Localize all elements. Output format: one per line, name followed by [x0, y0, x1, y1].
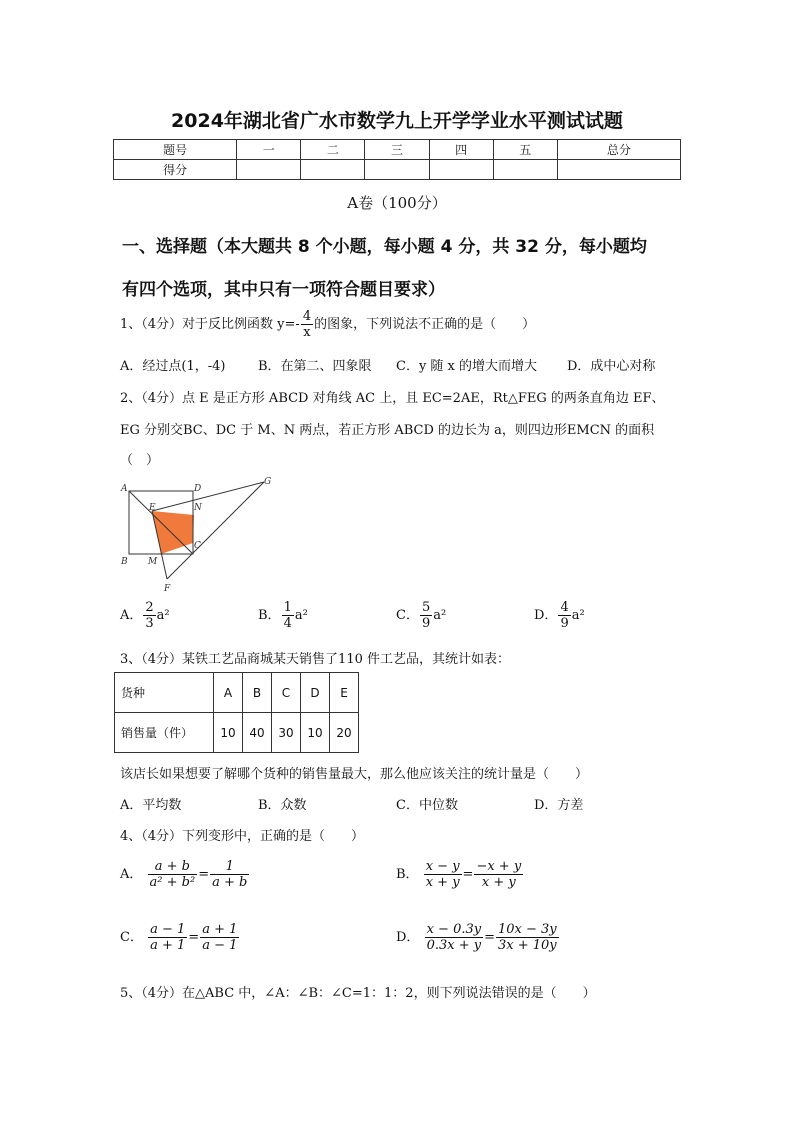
q2-option-c-letter: C．: [396, 608, 419, 623]
score-cell: 三: [365, 140, 429, 160]
q4-d-right-fraction: [496, 922, 559, 953]
equals-sign: =: [462, 867, 474, 882]
frac-num: a + 1: [202, 922, 238, 937]
frac-den: 0.3x + y: [426, 938, 482, 953]
score-cell: 总分: [557, 140, 680, 160]
score-cell: 四: [429, 140, 493, 160]
sales-header-cell: C: [272, 673, 301, 713]
sales-data-cell: 20: [330, 713, 359, 753]
q2-option-d-letter: D．: [534, 608, 558, 623]
score-cell: 一: [237, 140, 301, 160]
q4-a-left-fraction: [148, 859, 198, 890]
q1-fraction: [301, 309, 313, 340]
frac-num: 1: [283, 600, 292, 615]
section-a-heading: A卷（100分）: [347, 194, 447, 212]
q2-option-d-fraction: [558, 600, 570, 631]
q4-option-d-letter: D．: [396, 930, 420, 945]
q3-option-a[interactable]: A．平均数: [120, 798, 182, 813]
q2-option-a-letter: A．: [120, 608, 143, 623]
frac-num: 5: [421, 600, 431, 615]
q4-option-b-letter: B．: [396, 867, 419, 882]
q4-b-left-fraction: [424, 859, 462, 890]
label-b: B: [121, 557, 128, 567]
label-d: D: [194, 484, 202, 494]
score-input-cell[interactable]: [237, 160, 301, 180]
label-c: C: [194, 541, 201, 551]
sales-data-cell: 销售量（件）: [115, 713, 214, 753]
frac-num: x − y: [425, 859, 460, 874]
frac-num: a − 1: [150, 922, 186, 937]
score-table-score-row: [114, 160, 681, 180]
shaded-quadrilateral-emcn: [152, 511, 194, 554]
q1-frac-den: x: [303, 325, 311, 340]
q2-option-a-fraction: [143, 600, 155, 631]
q4-option-d[interactable]: [396, 922, 560, 953]
sales-header-cell: E: [330, 673, 359, 713]
question-3-stem: 3、（4分）某铁工艺品商城某天销售了110 件工艺品，其统计如表：: [120, 652, 510, 667]
q2-option-a-tail: a²: [156, 608, 170, 623]
q4-c-left-fraction: [148, 922, 187, 953]
frac-num: −x + y: [476, 859, 522, 874]
q1-option-b[interactable]: B．在第二、四象限: [258, 359, 372, 374]
question-4-stem: 4、（4分）下列变形中，正确的是（ ）: [120, 829, 365, 844]
sales-data-cell: 30: [272, 713, 301, 753]
q4-c-right-fraction: [200, 922, 239, 953]
score-row-label: 得分: [114, 160, 237, 180]
q2-option-b-tail: a²: [294, 608, 308, 623]
frac-den: 9: [421, 616, 431, 631]
label-g: G: [264, 477, 272, 487]
frac-num: 10x − 3y: [498, 922, 557, 937]
sales-header-cell: 货种: [115, 673, 214, 713]
frac-den: a² + b²: [149, 875, 196, 890]
question-5-stem: 5、（4分）在△ABC 中，∠A：∠B：∠C=1：1：2，则下列说法错误的是（ ）: [120, 986, 596, 1001]
frac-den: 9: [560, 616, 569, 631]
score-cell: 题号: [114, 140, 237, 160]
q2-option-d[interactable]: [534, 600, 585, 631]
leg-eg: [152, 482, 264, 511]
frac-den: x + y: [425, 875, 460, 890]
sales-table-header-row: [115, 673, 359, 713]
q3-option-b[interactable]: B．众数: [258, 798, 307, 813]
sales-table-data-row: [115, 713, 359, 753]
frac-den: 3: [145, 616, 154, 631]
sales-table: [114, 672, 359, 753]
q2-option-a[interactable]: [120, 600, 170, 631]
q4-a-right-fraction: [210, 859, 249, 890]
sales-data-cell: 40: [243, 713, 272, 753]
q4-option-c[interactable]: [120, 922, 240, 953]
q2-option-b-fraction: [282, 600, 294, 631]
q1-suffix: 的图象，下列说法不正确的是（ ）: [314, 317, 536, 332]
q4-option-c-letter: C．: [120, 930, 143, 945]
label-f: F: [164, 584, 171, 594]
frac-num: 4: [560, 600, 569, 615]
label-n: N: [194, 503, 202, 513]
q4-d-left-fraction: [425, 922, 484, 953]
q2-option-c[interactable]: [396, 600, 446, 631]
score-table: [113, 139, 681, 180]
q1-option-d[interactable]: D．成中心对称: [567, 359, 656, 374]
frac-den: a + b: [212, 875, 248, 890]
q4-option-b[interactable]: [396, 859, 524, 890]
frac-num: a + b: [148, 859, 198, 875]
q1-prefix: 1、（4分）对于反比例函数 y=-: [120, 317, 300, 332]
frac-num: x − 0.3y: [426, 922, 482, 937]
q1-option-a[interactable]: A．经过点(1，-4): [120, 359, 226, 374]
q4-option-a-letter: A．: [120, 867, 143, 882]
question-1-stem: [120, 309, 535, 340]
score-table-header-row: [114, 140, 681, 160]
q1-option-c[interactable]: C．y 随 x 的增大而增大: [396, 359, 538, 374]
frac-den: a + 1: [150, 938, 186, 953]
question-2-line3: （ ）: [120, 453, 160, 468]
q3-option-d[interactable]: D．方差: [534, 798, 584, 813]
q2-geometry-figure: [112, 472, 282, 597]
sales-data-cell: 10: [301, 713, 330, 753]
q2-option-d-tail: a²: [571, 608, 585, 623]
q4-b-right-fraction: [474, 859, 523, 890]
sales-header-cell: D: [301, 673, 330, 713]
q2-option-b[interactable]: [258, 600, 308, 631]
score-cell: 二: [301, 140, 365, 160]
score-input-cell[interactable]: [365, 160, 429, 180]
equals-sign: =: [484, 930, 495, 945]
sales-data-cell: 10: [214, 713, 243, 753]
q3-option-c[interactable]: C．中位数: [396, 798, 458, 813]
frac-den: a − 1: [202, 938, 238, 953]
score-input-cell[interactable]: [301, 160, 365, 180]
frac-den: 4: [283, 616, 292, 631]
exam-title: 2024年湖北省广水市数学九上开学学业水平测试试题: [171, 110, 623, 132]
label-e: E: [149, 503, 156, 513]
sales-header-cell: A: [214, 673, 243, 713]
score-input-cell[interactable]: [493, 160, 557, 180]
label-a: A: [121, 484, 128, 494]
sales-header-cell: B: [243, 673, 272, 713]
question-2-line1: 2、（4分）点 E 是正方形 ABCD 对角线 AC 上，且 EC=2AE，Rt△FEG 的两条直角边 EF、: [120, 391, 665, 406]
part1-heading-line2: 有四个选项，其中只有一项符合题目要求）: [122, 280, 445, 300]
equals-sign: =: [188, 930, 200, 945]
question-3-question: 该店长如果想要了解哪个货种的销售量最大，那么他应该关注的统计量是（ ）: [120, 767, 589, 782]
score-input-cell[interactable]: [557, 160, 680, 180]
label-m: M: [148, 557, 158, 567]
frac-num: 2: [145, 600, 154, 615]
q4-option-a[interactable]: [120, 859, 250, 890]
equals-sign: =: [198, 867, 210, 882]
q2-option-c-tail: a²: [433, 608, 447, 623]
frac-den: 3x + 10y: [498, 938, 557, 953]
score-cell: 五: [493, 140, 557, 160]
score-input-cell[interactable]: [429, 160, 493, 180]
q2-option-b-letter: B．: [258, 608, 281, 623]
question-2-line2: EG 分别交BC、DC 于 M、N 两点，若正方形 ABCD 的边长为 a，则四边形EMCN 的面积: [120, 423, 655, 438]
part1-heading-line1: 一、选择题（本大题共 8 个小题，每小题 4 分，共 32 分，每小题均: [122, 237, 647, 257]
frac-den: x + y: [481, 875, 516, 890]
frac-num: 1: [210, 859, 249, 875]
q2-option-c-fraction: [420, 600, 432, 631]
q1-frac-num: 4: [302, 309, 312, 324]
